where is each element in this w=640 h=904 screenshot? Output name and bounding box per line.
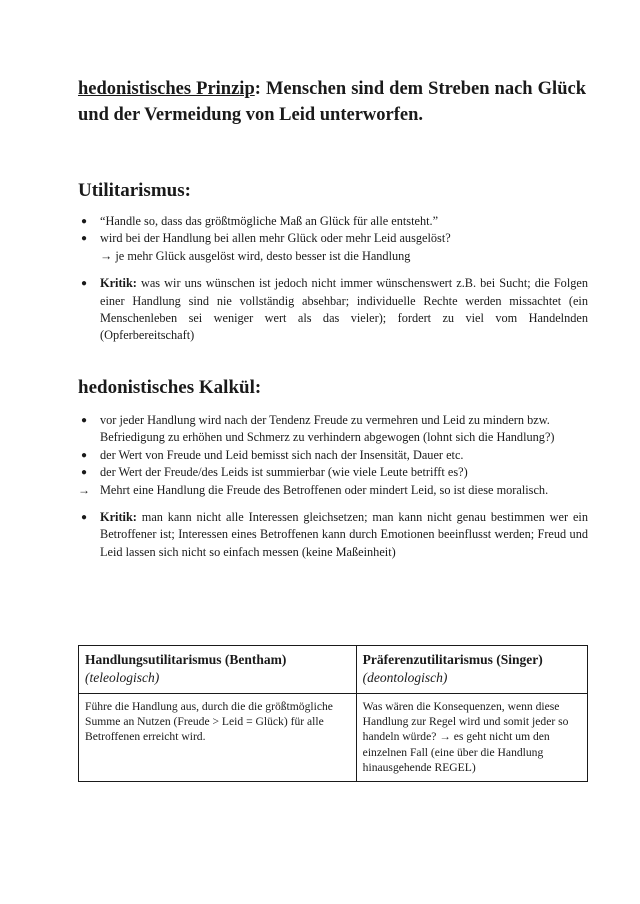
utilitarismus-list: [78, 213, 588, 345]
bullet-dot-icon: ●: [81, 512, 88, 524]
column-subtitle: (teleologisch): [85, 670, 160, 685]
table-cell: [79, 694, 357, 782]
list-item: [78, 230, 588, 265]
table-header-cell: [79, 646, 357, 694]
spacer: [78, 499, 588, 509]
sub-arrow-text: → je mehr Glück ausgelöst wird, desto besser ist die Handlung: [100, 248, 411, 263]
kalkuel-list: [78, 412, 588, 561]
intro-term: hedonistisches Prinzip: [78, 79, 255, 99]
list-item-text: vor jeder Handlung wird nach der Tendenz Freude zu vermehren und Leid zu mindern bzw. Befriedigung zu erhöhen und Schmerz zu verhindern abgewogen (lohnt sich die Handlung?): [100, 413, 555, 445]
list-item: [78, 464, 588, 481]
right-arrow-icon: →: [78, 482, 90, 497]
intro-statement: [78, 76, 586, 128]
bullet-dot-icon: ●: [81, 467, 88, 479]
column-title: Präferenzutilitarismus (Singer): [362, 652, 543, 667]
column-title: Handlungsutilitarismus (Bentham): [85, 652, 287, 667]
heading-utilitarismus: Utilitarismus:: [78, 180, 191, 201]
bullet-dot-icon: ●: [81, 233, 88, 245]
column-subtitle: (deontologisch): [362, 670, 448, 685]
table-cell: [356, 694, 587, 782]
list-item-text: der Wert der Freude/des Leids ist summierbar (wie viele Leute betrifft es?): [100, 465, 468, 480]
bullet-dot-icon: ●: [81, 415, 88, 426]
list-item: [78, 412, 588, 447]
kritik-text: man kann nicht alle Interessen gleichsetzen; man kann nicht genau bestimmen wer ein Betroffener ist; Interessen eines Betroffenen kann durch Emotionen beeinflusst werden; Freud und Leid lassen sich nicht so einfach messen (keine Maßeinheit): [100, 510, 588, 559]
spacer: [78, 265, 588, 275]
cell-text: Was wären die Konsequenzen, wenn diese Handlung zur Regel wird und somit jeder so handeln würde? → es geht nicht um den einzelnen Fall (eine über die Handlung hinausgehende REGEL): [362, 700, 569, 774]
kritik-label: Kritik:: [100, 510, 137, 525]
list-item-text: “Handle so, dass das größtmögliche Maß an Glück für alle entsteht.”: [100, 214, 439, 228]
list-item-text: der Wert von Freude und Leid bemisst sich nach der Insensität, Dauer etc.: [100, 447, 464, 462]
kritik-item: [78, 509, 588, 561]
table-row: [79, 694, 588, 782]
comparison-table: [78, 645, 588, 782]
kritik-label: Kritik:: [100, 276, 137, 291]
list-item: [78, 213, 588, 230]
list-item-text: wird bei der Handlung bei allen mehr Glück oder mehr Leid ausgelöst?: [100, 231, 451, 246]
bullet-dot-icon: ●: [81, 216, 88, 227]
table-header-cell: [356, 646, 587, 694]
list-item: [78, 482, 588, 499]
table-row: [79, 646, 588, 694]
bullet-dot-icon: ●: [81, 278, 88, 290]
bullet-dot-icon: ●: [81, 449, 88, 461]
intro-rest: : Menschen sind dem Streben nach Glück und der Vermeidung von Leid unterworfen.: [78, 79, 586, 125]
list-item: [78, 447, 588, 464]
cell-text: Führe die Handlung aus, durch die die größtmögliche Summe an Nutzen (Freude > Leid = Glück) für alle Betroffenen erreicht wird.: [85, 700, 333, 744]
heading-kalkuel: hedonistisches Kalkül:: [78, 377, 262, 398]
list-item-text: Mehrt eine Handlung die Freude des Betroffenen oder mindert Leid, so ist diese moralisch.: [100, 482, 549, 497]
kritik-item: [78, 275, 588, 345]
kritik-text: was wir uns wünschen ist jedoch nicht immer wünschenswert z.B. bei Sucht; die Folgen einer Handlung sind nie vollständig absehbar; individuelle Rechte werden missachtet (ein Menschenleben sei weniger wert als das vieler); fordert zu viel vom Handelnden (Opferbereitschaft): [100, 276, 588, 343]
